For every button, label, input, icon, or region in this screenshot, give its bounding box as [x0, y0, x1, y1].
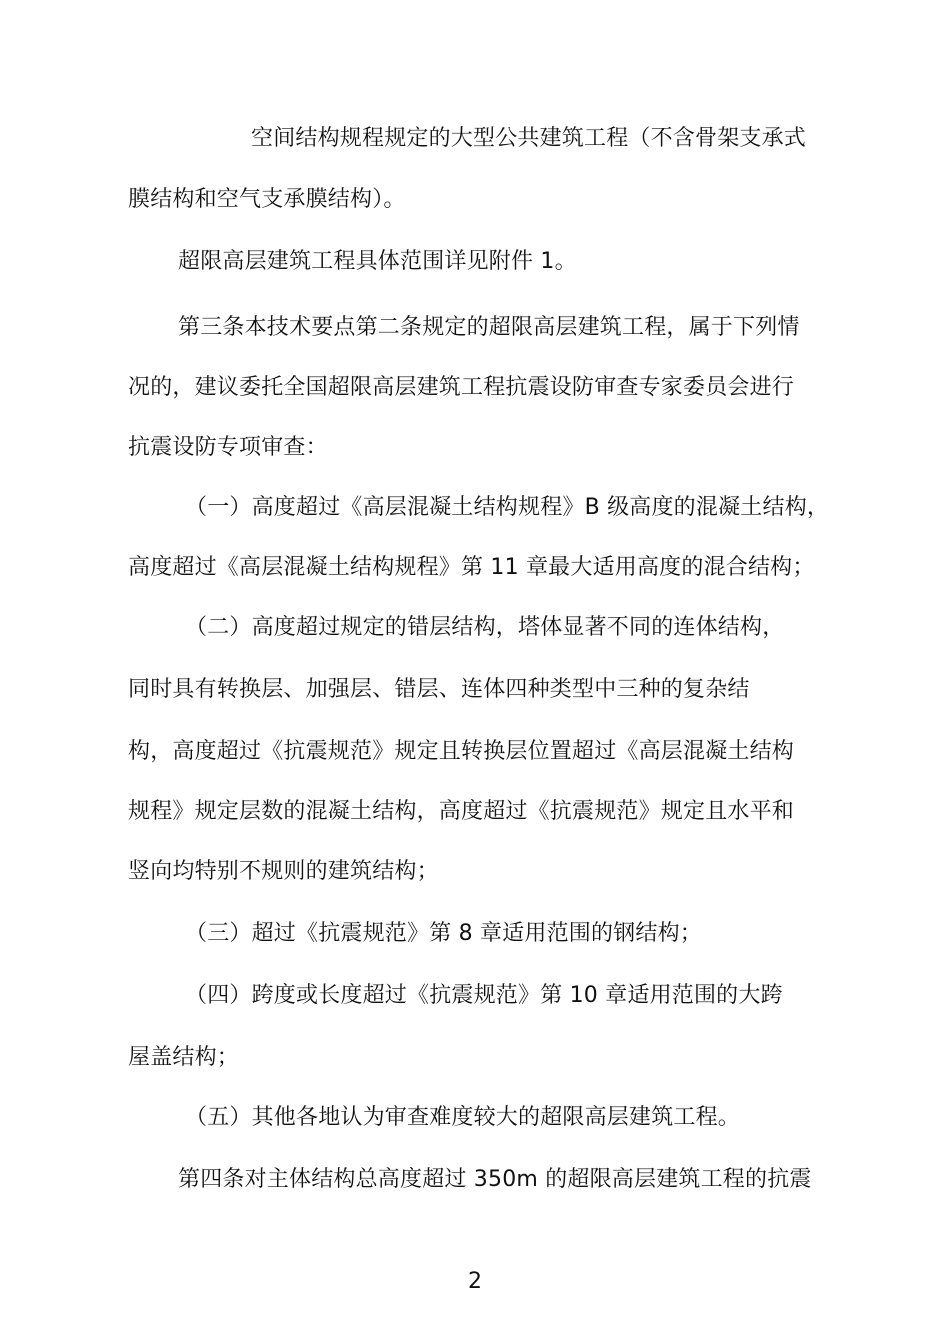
text-line: 膜结构和空气支承膜结构）。 [128, 187, 406, 212]
text-line: 空间结构规程规定的大型公共建筑工程（不含骨架支承式 [251, 126, 807, 151]
text-line: 屋盖结构； [128, 1045, 240, 1070]
text-line: 规程》规定层数的混凝土结构，高度超过《抗震规范》规定且水平和 [128, 799, 795, 824]
text-line: 第四条对主体结构总高度超过 350m 的超限高层建筑工程的抗震 [178, 1167, 812, 1192]
text-line: 第三条本技术要点第二条规定的超限高层建筑工程，属于下列情 [178, 315, 800, 340]
text-line: 况的，建议委托全国超限高层建筑工程抗震设防审查专家委员会进行 [128, 375, 795, 400]
text-line: 同时具有转换层、加强层、错层、连体四种类型中三种的复杂结 [128, 677, 750, 702]
text-line: 抗震设防专项审查： [128, 435, 328, 460]
text-line: 构，高度超过《抗震规范》规定且转换层位置超过《高层混凝土结构 [128, 739, 795, 764]
text-line: （三）超过《抗震规范》第 8 章适用范围的钢结构； [185, 921, 702, 946]
text-line: 高度超过《高层混凝土结构规程》第 11 章最大适用高度的混合结构； [128, 555, 815, 580]
text-line: （二）高度超过规定的错层结构，塔体显著不同的连体结构， [185, 615, 785, 640]
text-line: （四）跨度或长度超过《抗震规范》第 10 章适用范围的大跨 [185, 983, 783, 1008]
page-number: 2 [468, 1269, 482, 1294]
text-line: （一）高度超过《高层混凝土结构规程》B 级高度的混凝土结构， [185, 495, 830, 520]
text-line: 超限高层建筑工程具体范围详见附件 1。 [178, 249, 577, 274]
text-line: 竖向均特别不规则的建筑结构； [128, 859, 439, 884]
text-line: （五）其他各地认为审查难度较大的超限高层建筑工程。 [185, 1105, 741, 1130]
